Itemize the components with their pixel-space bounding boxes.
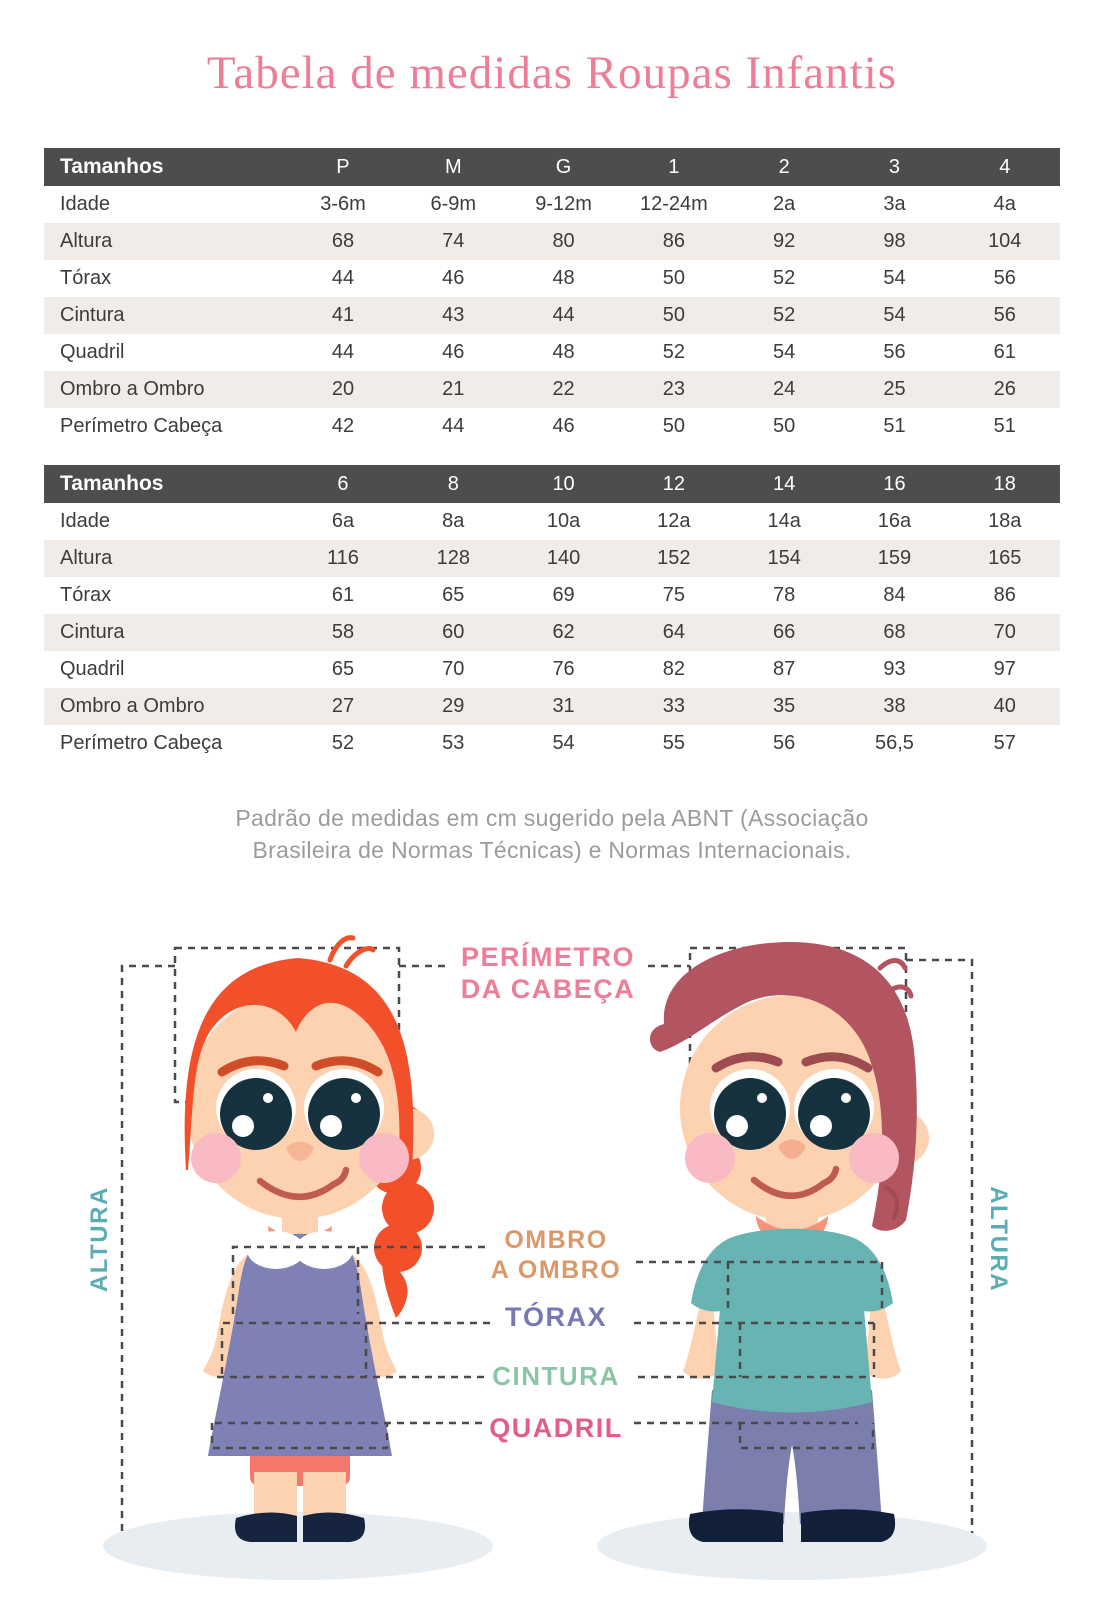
- measure-value: 152: [657, 547, 691, 569]
- measure-value: 128: [436, 547, 470, 569]
- table-row: [44, 186, 1060, 223]
- measure-value: 75: [662, 584, 685, 606]
- boy-shirt: [691, 1229, 893, 1413]
- measure-value: 74: [442, 230, 465, 252]
- measure-value: 86: [993, 584, 1016, 606]
- table-row: [44, 371, 1060, 408]
- measure-value: 3a: [883, 193, 906, 215]
- measure-value: 61: [331, 584, 355, 606]
- table-header-label: Tamanhos: [60, 155, 164, 178]
- row-label: Tórax: [60, 267, 112, 289]
- torax-label: TÓRAX: [505, 1302, 607, 1332]
- altura-left-dashed-line: [122, 966, 200, 1543]
- measure-value: 44: [331, 341, 355, 363]
- size-column-header: 12: [662, 472, 685, 495]
- measure-value: 42: [331, 415, 355, 437]
- measure-value: 53: [442, 732, 465, 754]
- girl-blush-left: [191, 1133, 241, 1183]
- row-label: Tórax: [60, 584, 112, 606]
- measure-value: 3-6m: [320, 193, 366, 215]
- measure-value: 78: [773, 584, 796, 606]
- measure-value: 52: [773, 304, 796, 326]
- measure-value: 68: [331, 230, 355, 252]
- measure-value: 52: [662, 341, 685, 363]
- measurement-diagram: [0, 900, 1104, 1600]
- measure-value: 80: [552, 230, 575, 252]
- measure-value: 154: [767, 547, 801, 569]
- measure-value: 33: [662, 695, 685, 717]
- measure-value: 38: [883, 695, 906, 717]
- measure-value: 24: [773, 378, 796, 400]
- table-row: [44, 260, 1060, 297]
- size-column-header: M: [444, 155, 462, 178]
- measure-value: 2a: [773, 193, 796, 215]
- row-label: Perímetro Cabeça: [60, 732, 223, 754]
- measure-value: 23: [662, 378, 685, 400]
- girl-right-shoe: [303, 1512, 365, 1542]
- measure-value: 70: [442, 658, 465, 680]
- measure-value: 70: [993, 621, 1016, 643]
- measure-value: 58: [331, 621, 355, 643]
- measure-value: 68: [883, 621, 906, 643]
- measure-value: 54: [883, 267, 906, 289]
- measure-value: 40: [993, 695, 1016, 717]
- measure-value: 65: [331, 658, 355, 680]
- table-row: [44, 688, 1060, 725]
- altura-label-right: ALTURA: [985, 1186, 1013, 1293]
- row-label: Idade: [60, 510, 111, 532]
- measure-value: 52: [773, 267, 796, 289]
- measure-value: 26: [993, 378, 1016, 400]
- table-row: [44, 614, 1060, 651]
- row-label: Ombro a Ombro: [60, 695, 205, 717]
- measure-value: 12-24m: [639, 193, 708, 215]
- measure-value: 87: [773, 658, 796, 680]
- page-title: Tabela de medidas Roupas Infantis: [206, 47, 898, 99]
- boy-right-shoe: [801, 1509, 895, 1542]
- measure-value: 140: [546, 547, 581, 569]
- size-column-header: 10: [552, 472, 575, 495]
- boy-right-arm: [865, 1304, 901, 1379]
- standards-note: [152, 802, 952, 866]
- measure-value: 31: [552, 695, 575, 717]
- girl-shadow: [103, 1512, 493, 1580]
- measure-value: 44: [442, 415, 465, 437]
- measure-value: 159: [877, 547, 912, 569]
- measure-value: 50: [662, 304, 685, 326]
- size-column-header: 4: [999, 155, 1011, 178]
- size-column-header: 16: [883, 472, 906, 495]
- altura-label-left: ALTURA: [85, 1186, 113, 1293]
- measure-value: 9-12m: [535, 193, 592, 215]
- measure-value: 6-9m: [430, 193, 477, 215]
- measure-value: 69: [552, 584, 575, 606]
- measure-value: 56: [883, 341, 906, 363]
- girl-illustration: [103, 938, 493, 1580]
- measure-value: 46: [552, 415, 575, 437]
- measure-value: 93: [883, 658, 906, 680]
- measure-value: 6a: [331, 510, 355, 532]
- perimetro-label-line1: PERÍMETRO: [460, 942, 635, 972]
- measure-value: 65: [442, 584, 465, 606]
- size-column-header: P: [336, 155, 350, 178]
- measure-value: 55: [662, 732, 685, 754]
- measure-value: 48: [552, 341, 575, 363]
- measure-value: 46: [442, 341, 465, 363]
- boy-left-arm: [683, 1304, 719, 1379]
- size-column-header: 3: [888, 155, 901, 178]
- row-label: Altura: [60, 230, 113, 252]
- table-row: [44, 577, 1060, 614]
- cintura-label: CINTURA: [492, 1361, 620, 1391]
- measure-value: 4a: [993, 193, 1016, 215]
- measure-value: 54: [552, 732, 575, 754]
- tables-section: [44, 148, 1060, 782]
- measure-value: 50: [662, 415, 685, 437]
- row-label: Idade: [60, 193, 111, 215]
- measure-value: 84: [883, 584, 906, 606]
- measure-value: 51: [993, 415, 1016, 437]
- table-row: [44, 334, 1060, 371]
- girl-collar-right: [295, 1231, 353, 1269]
- boy-blush-left: [685, 1133, 735, 1183]
- table-row: [44, 223, 1060, 260]
- measure-value: 92: [773, 230, 796, 252]
- measure-value: 66: [773, 621, 796, 643]
- measure-value: 56: [993, 267, 1016, 289]
- measure-value: 41: [331, 304, 355, 326]
- measure-value: 116: [327, 547, 359, 569]
- measure-value: 86: [662, 230, 685, 252]
- measure-value: 50: [773, 415, 796, 437]
- size-column-header: 14: [773, 472, 796, 495]
- size-column-header: 2: [778, 155, 790, 178]
- measure-value: 12a: [657, 510, 691, 532]
- size-table-baby: [44, 148, 1060, 445]
- measure-value: 56: [993, 304, 1016, 326]
- table-header-row: [44, 148, 1060, 186]
- measure-value: 20: [331, 378, 355, 400]
- row-label: Cintura: [60, 304, 125, 326]
- boy-left-shoe: [689, 1509, 783, 1542]
- size-column-header: G: [555, 155, 572, 178]
- size-column-header: 18: [993, 472, 1016, 495]
- measure-value: 62: [552, 621, 575, 643]
- measure-value: 61: [993, 341, 1016, 363]
- measure-value: 21: [442, 378, 465, 400]
- measure-value: 44: [331, 267, 355, 289]
- boy-shadow: [597, 1512, 987, 1580]
- measure-value: 43: [442, 304, 465, 326]
- measure-value: 51: [883, 415, 906, 437]
- measure-value: 35: [773, 695, 796, 717]
- measure-value: 22: [552, 378, 575, 400]
- girl-left-shoe: [235, 1512, 297, 1542]
- row-label: Ombro a Ombro: [60, 378, 205, 400]
- girl-hair-sprigs: [330, 938, 373, 966]
- measure-value: 54: [773, 341, 796, 363]
- perimetro-label-line2: DA CABEÇA: [460, 973, 636, 1004]
- size-column-header: 6: [337, 472, 349, 495]
- measure-value: 25: [883, 378, 906, 400]
- table-row: [44, 503, 1060, 540]
- table-row: [44, 540, 1060, 577]
- measure-value: 97: [993, 658, 1016, 680]
- measure-value: 64: [662, 621, 685, 643]
- measure-value: 82: [662, 658, 685, 680]
- measure-value: 27: [331, 695, 355, 717]
- size-table-kids: [44, 465, 1060, 762]
- measure-value: 52: [331, 732, 355, 754]
- measure-value: 10a: [546, 510, 581, 532]
- measure-value: 56: [773, 732, 796, 754]
- measure-value: 56,5: [874, 732, 914, 754]
- measure-value: 76: [552, 658, 575, 680]
- ombro-label-line1: OMBRO: [504, 1226, 608, 1254]
- row-label: Cintura: [60, 621, 125, 643]
- table-row: [44, 408, 1060, 445]
- measure-value: 165: [988, 547, 1022, 569]
- standards-note-line1: Padrão de medidas em cm sugerido pela ABNT (Associação: [235, 805, 869, 831]
- measure-value: 14a: [767, 510, 801, 532]
- ombro-label-line2: A OMBRO: [490, 1255, 622, 1284]
- table-row: [44, 651, 1060, 688]
- measure-value: 29: [442, 695, 465, 717]
- table-header-row: [44, 465, 1060, 503]
- row-label: Perímetro Cabeça: [60, 415, 223, 437]
- size-column-header: 1: [668, 155, 680, 178]
- row-label: Altura: [60, 547, 113, 569]
- measure-value: 98: [883, 230, 906, 252]
- measure-value: 18a: [988, 510, 1022, 532]
- measure-value: 44: [552, 304, 575, 326]
- measure-value: 48: [552, 267, 575, 289]
- measure-value: 57: [993, 732, 1016, 754]
- table-row: [44, 297, 1060, 334]
- girl-blush-right: [359, 1133, 409, 1183]
- measure-value: 16a: [877, 510, 912, 532]
- measure-value: 54: [883, 304, 906, 326]
- row-label: Quadril: [60, 341, 125, 363]
- measure-value: 46: [442, 267, 465, 289]
- standards-note-line2: Brasileira de Normas Técnicas) e Normas Internacionais.: [252, 837, 852, 864]
- row-label: Quadril: [60, 658, 125, 680]
- measure-value: 60: [442, 621, 465, 643]
- table-row: [44, 725, 1060, 762]
- table-header-label: Tamanhos: [60, 472, 164, 495]
- measure-value: 50: [662, 267, 685, 289]
- size-column-header: 8: [447, 472, 459, 495]
- boy-blush-right: [849, 1133, 899, 1183]
- measure-value: 104: [988, 230, 1022, 252]
- measure-value: 8a: [442, 510, 465, 532]
- perimetro-cabeca-label: [428, 942, 668, 1006]
- ombro-a-ombro-label: [446, 1226, 666, 1285]
- quadril-label: QUADRIL: [489, 1413, 623, 1443]
